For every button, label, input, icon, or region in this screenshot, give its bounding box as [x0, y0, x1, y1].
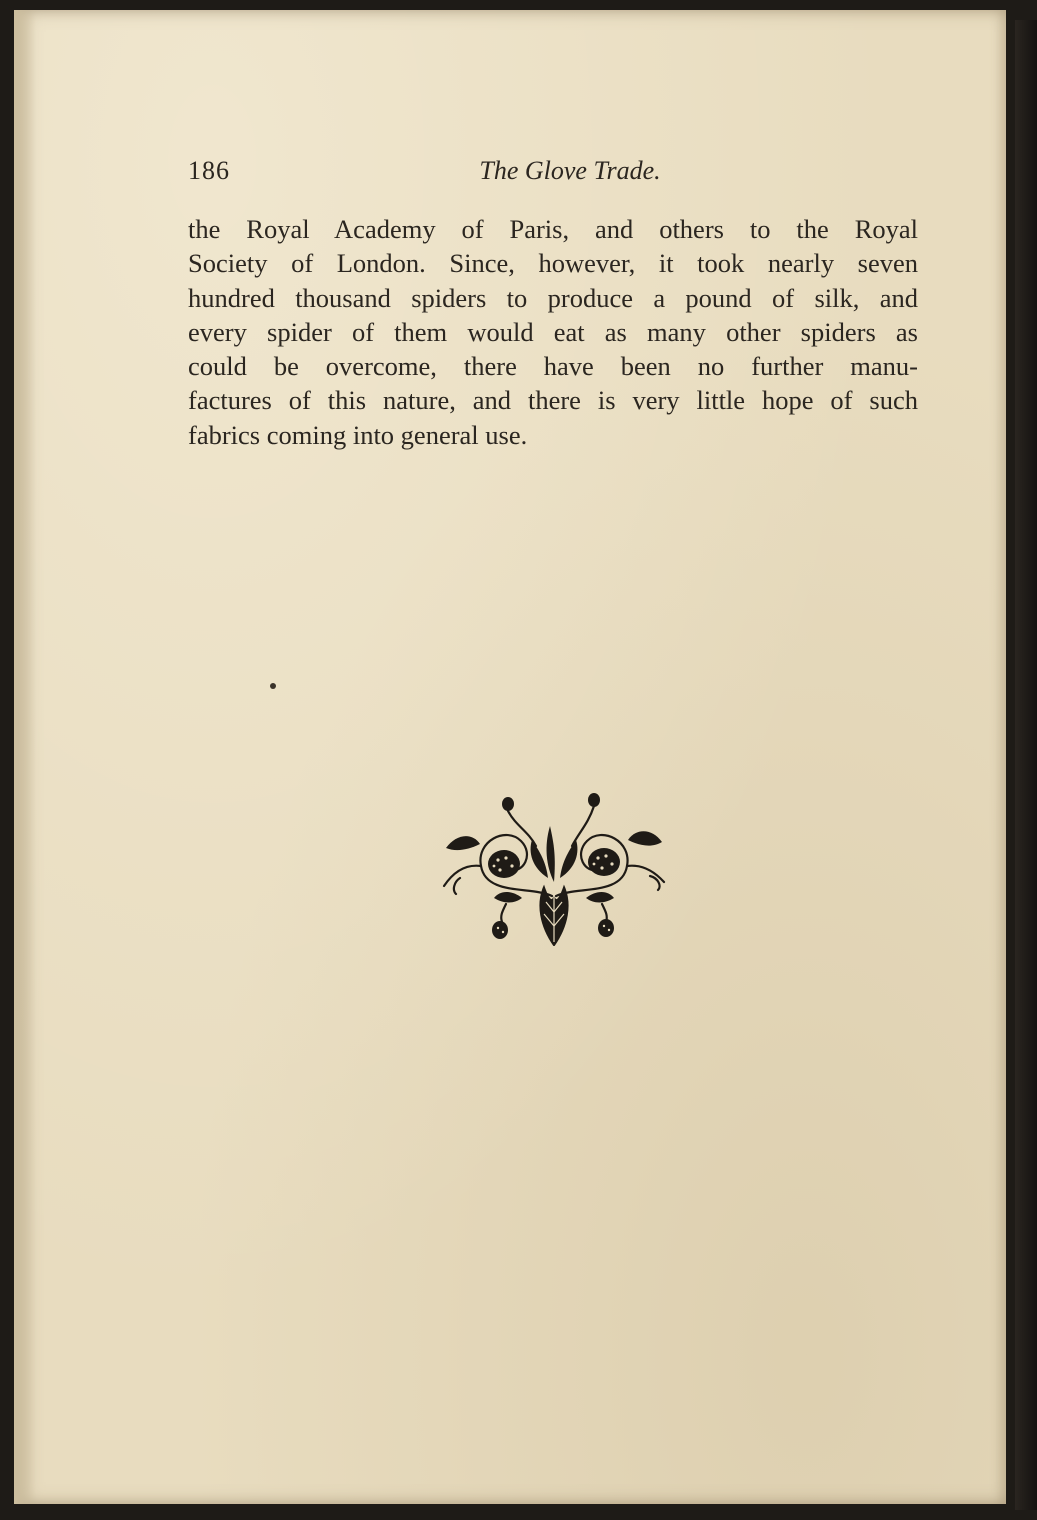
running-title: The Glove Trade.: [479, 156, 661, 185]
strawberry-vine-ornament-icon: [436, 786, 672, 946]
text-line: could be overcome, there have been no further manu-: [188, 351, 918, 382]
body-paragraph: [188, 212, 918, 452]
page-header: [188, 156, 918, 192]
text-line: every spider of them would eat as many other spiders as: [188, 316, 918, 347]
text-line: fabrics coming into general use.: [188, 419, 528, 450]
ink-speck: [270, 683, 276, 689]
text-line: the Royal Academy of Paris, and others to the Royal: [188, 214, 918, 244]
page-gutter-shadow: [14, 10, 36, 1504]
text-line: Society of London. Since, however, it took nearly seven: [188, 248, 918, 279]
next-page-edge: [1015, 20, 1037, 1510]
text-line: hundred thousand spiders to produce a pound of silk, and: [188, 282, 918, 313]
page-number: 186: [188, 156, 230, 185]
text-line: factures of this nature, and there is very little hope of such: [188, 385, 918, 416]
